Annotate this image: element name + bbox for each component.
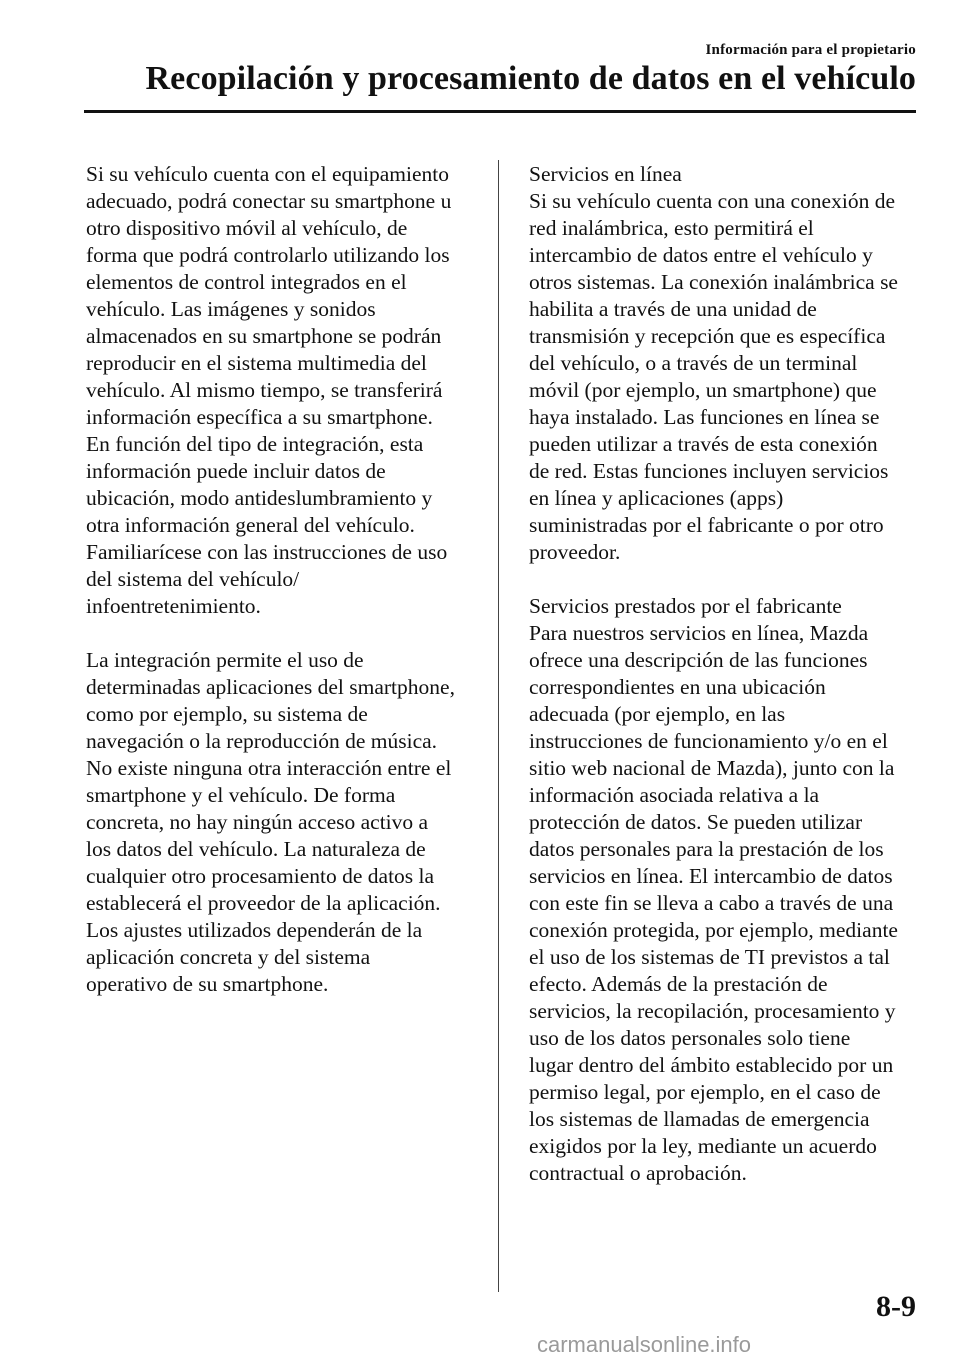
- text-line: otros sistemas. La conexión inalámbrica se: [529, 270, 898, 294]
- text-line: cualquier otro procesamiento de datos la: [86, 864, 435, 888]
- text-line: adecuada (por ejemplo, en las: [529, 702, 786, 726]
- section-label: Información para el propietario: [705, 42, 916, 58]
- text-line: Servicios en línea: [529, 162, 682, 186]
- text-line: información puede incluir datos de: [86, 459, 386, 483]
- text-line: almacenados en su smartphone se podrán: [86, 324, 442, 348]
- text-line: protección de datos. Se pueden utilizar: [529, 810, 863, 834]
- page-title: Recopilación y procesamiento de datos en el vehículo: [145, 60, 916, 97]
- text-line: red inalámbrica, esto permitirá el: [529, 216, 814, 240]
- text-line: de red. Estas funciones incluyen servicios: [529, 459, 889, 483]
- text-line: Servicios prestados por el fabricante: [529, 594, 842, 618]
- watermark-text: carmanualsonline.info: [537, 1332, 752, 1357]
- text-line: haya instalado. Las funciones en línea se: [529, 405, 880, 429]
- text-line: del sistema del vehículo/: [86, 567, 300, 591]
- text-line: Familiarícese con las instrucciones de uso: [86, 540, 448, 564]
- text-line: sitio web nacional de Mazda), junto con la: [529, 756, 895, 780]
- text-line: La integración permite el uso de: [86, 648, 364, 672]
- text-line: aplicación concreta y del sistema: [86, 945, 371, 969]
- text-line: móvil (por ejemplo, un smartphone) que: [529, 378, 877, 402]
- text-line: otra información general del vehículo.: [86, 513, 415, 537]
- text-line: exigidos por la ley, mediante un acuerdo: [529, 1134, 877, 1158]
- text-line: reproducir en el sistema multimedia del: [86, 351, 427, 375]
- text-line: habilita a través de una unidad de: [529, 297, 817, 321]
- text-line: conexión protegida, por ejemplo, mediante: [529, 918, 898, 942]
- text-line: No existe ninguna otra interacción entre el: [86, 756, 452, 780]
- text-line: datos personales para la prestación de los: [529, 837, 884, 861]
- text-line: servicios en línea. El intercambio de datos: [529, 864, 893, 888]
- text-line: Los ajustes utilizados dependerán de la: [86, 918, 423, 942]
- right-column: [529, 161, 919, 1214]
- text-line: efecto. Además de la prestación de: [529, 972, 828, 996]
- text-line: instrucciones de funcionamiento y/o en el: [529, 729, 888, 753]
- text-line: intercambio de datos entre el vehículo y: [529, 243, 873, 267]
- text-line: establecerá el proveedor de la aplicación.: [86, 891, 441, 915]
- text-line: servicios, la recopilación, procesamiento y: [529, 999, 896, 1023]
- text-line: permiso legal, por ejemplo, en el caso de: [529, 1080, 881, 1104]
- paragraph: [86, 161, 478, 620]
- text-line: transmisión y recepción que es específica: [529, 324, 886, 348]
- page-number: 8-9: [876, 1290, 916, 1323]
- text-line: otro dispositivo móvil al vehículo, de: [86, 216, 408, 240]
- text-line: infoentretenimiento.: [86, 594, 261, 618]
- text-line: adecuado, podrá conectar su smartphone u: [86, 189, 452, 213]
- text-line: del vehículo, o a través de un terminal: [529, 351, 858, 375]
- paragraph: [86, 647, 478, 998]
- text-line: uso de los datos personales solo tiene: [529, 1026, 851, 1050]
- text-line: información específica a su smartphone.: [86, 405, 433, 429]
- text-line: En función del tipo de integración, esta: [86, 432, 424, 456]
- text-line: Si su vehículo cuenta con una conexión de: [529, 189, 895, 213]
- text-line: los sistemas de llamadas de emergencia: [529, 1107, 870, 1131]
- text-line: forma que podrá controlarlo utilizando los: [86, 243, 450, 267]
- text-line: Para nuestros servicios en línea, Mazda: [529, 621, 869, 645]
- text-line: con este fin se lleva a cabo a través de una: [529, 891, 894, 915]
- paragraph: [529, 161, 919, 566]
- text-line: vehículo. Al mismo tiempo, se transferirá: [86, 378, 443, 402]
- text-line: como por ejemplo, su sistema de: [86, 702, 368, 726]
- text-line: correspondientes en una ubicación: [529, 675, 826, 699]
- text-line: contractual o aprobación.: [529, 1161, 747, 1185]
- header-rule: [84, 110, 916, 113]
- text-line: información asociada relativa a la: [529, 783, 820, 807]
- text-line: vehículo. Las imágenes y sonidos: [86, 297, 376, 321]
- text-line: elementos de control integrados en el: [86, 270, 407, 294]
- text-line: proveedor.: [529, 540, 621, 564]
- column-divider: [498, 160, 499, 1292]
- text-line: smartphone y el vehículo. De forma: [86, 783, 396, 807]
- text-line: ofrece una descripción de las funciones: [529, 648, 868, 672]
- text-line: operativo de su smartphone.: [86, 972, 329, 996]
- text-line: lugar dentro del ámbito establecido por un: [529, 1053, 894, 1077]
- text-line: ubicación, modo antideslumbramiento y: [86, 486, 433, 510]
- text-line: los datos del vehículo. La naturaleza de: [86, 837, 426, 861]
- text-line: pueden utilizar a través de esta conexión: [529, 432, 878, 456]
- text-line: concreta, no hay ningún acceso activo a: [86, 810, 429, 834]
- text-line: en línea y aplicaciones (apps): [529, 486, 784, 510]
- text-line: suministradas por el fabricante o por otro: [529, 513, 884, 537]
- text-line: determinadas aplicaciones del smartphone,: [86, 675, 455, 699]
- left-column: [86, 161, 478, 1025]
- paragraph: [529, 593, 919, 1187]
- text-line: Si su vehículo cuenta con el equipamiento: [86, 162, 450, 186]
- text-line: navegación o la reproducción de música.: [86, 729, 438, 753]
- text-line: el uso de los sistemas de TI previstos a tal: [529, 945, 890, 969]
